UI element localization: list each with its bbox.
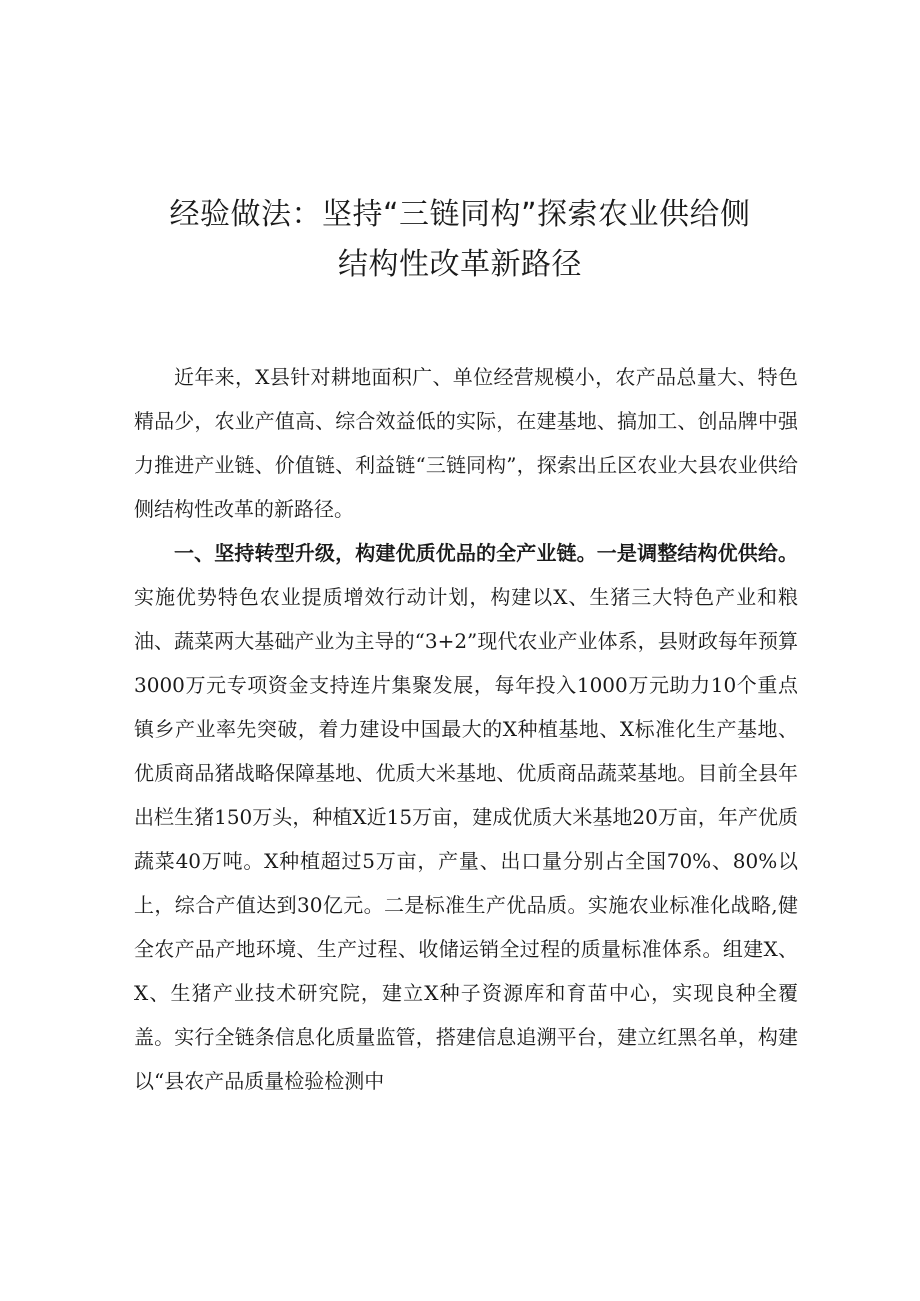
section-1-body: 实施优势特色农业提质增效行动计划，构建以X、生猪三大特色产业和粮油、蔬菜两大基础产业为主导的“3+2”现代农业产业体系，县财政每年预算3000万元专项资金支持连片集聚发展，每年投入1000万元助力10个重点镇乡产业率先突破，着力建设中国最大的X种植基地、X标准化生产基地、优质商品猪战略保障基地、优质大米基地、优质商品蔬菜基地。目前全县年出栏生猪150万头，种植X近15万亩，建成优质大米基地20万亩，年产优质蔬菜40万吨。X种植超过5万亩，产量、出口量分别占全国70%、80%以上，综合产值达到30亿元。二是标准生产优品质。实施农业标准化战略,健全农产品产地环境、生产过程、收储运销全过程的质量标准体系。组建X、X、生猪产业技术研究院，建立X种子资源库和育苗中心，实现良种全覆盖。实行全链条信息化质量监管，搭建信息追溯平台，建立红黑名单，构建以“县农产品质量检验检测中 [134,585,798,1093]
document-body [134,355,798,1103]
intro-paragraph: 近年来，X县针对耕地面积广、单位经营规模小，农产品总量大、特色精品少，农业产值高、综合效益低的实际，在建基地、搞加工、创品牌中强力推进产业链、价值链、利益链“三链同构”，探索出丘区农业大县农业供给侧结构性改革的新路径。 [134,365,798,521]
section-1-paragraph [134,531,798,1103]
document-title [0,190,920,290]
section-1-heading: 一、坚持转型升级，构建优质优品的全产业链。一是调整结构优供给。 [174,541,798,565]
title-line-2: 结构性改革新路径 [338,247,582,282]
title-line-1: 经验做法：坚持“三链同构”探索农业供给侧 [169,197,751,232]
